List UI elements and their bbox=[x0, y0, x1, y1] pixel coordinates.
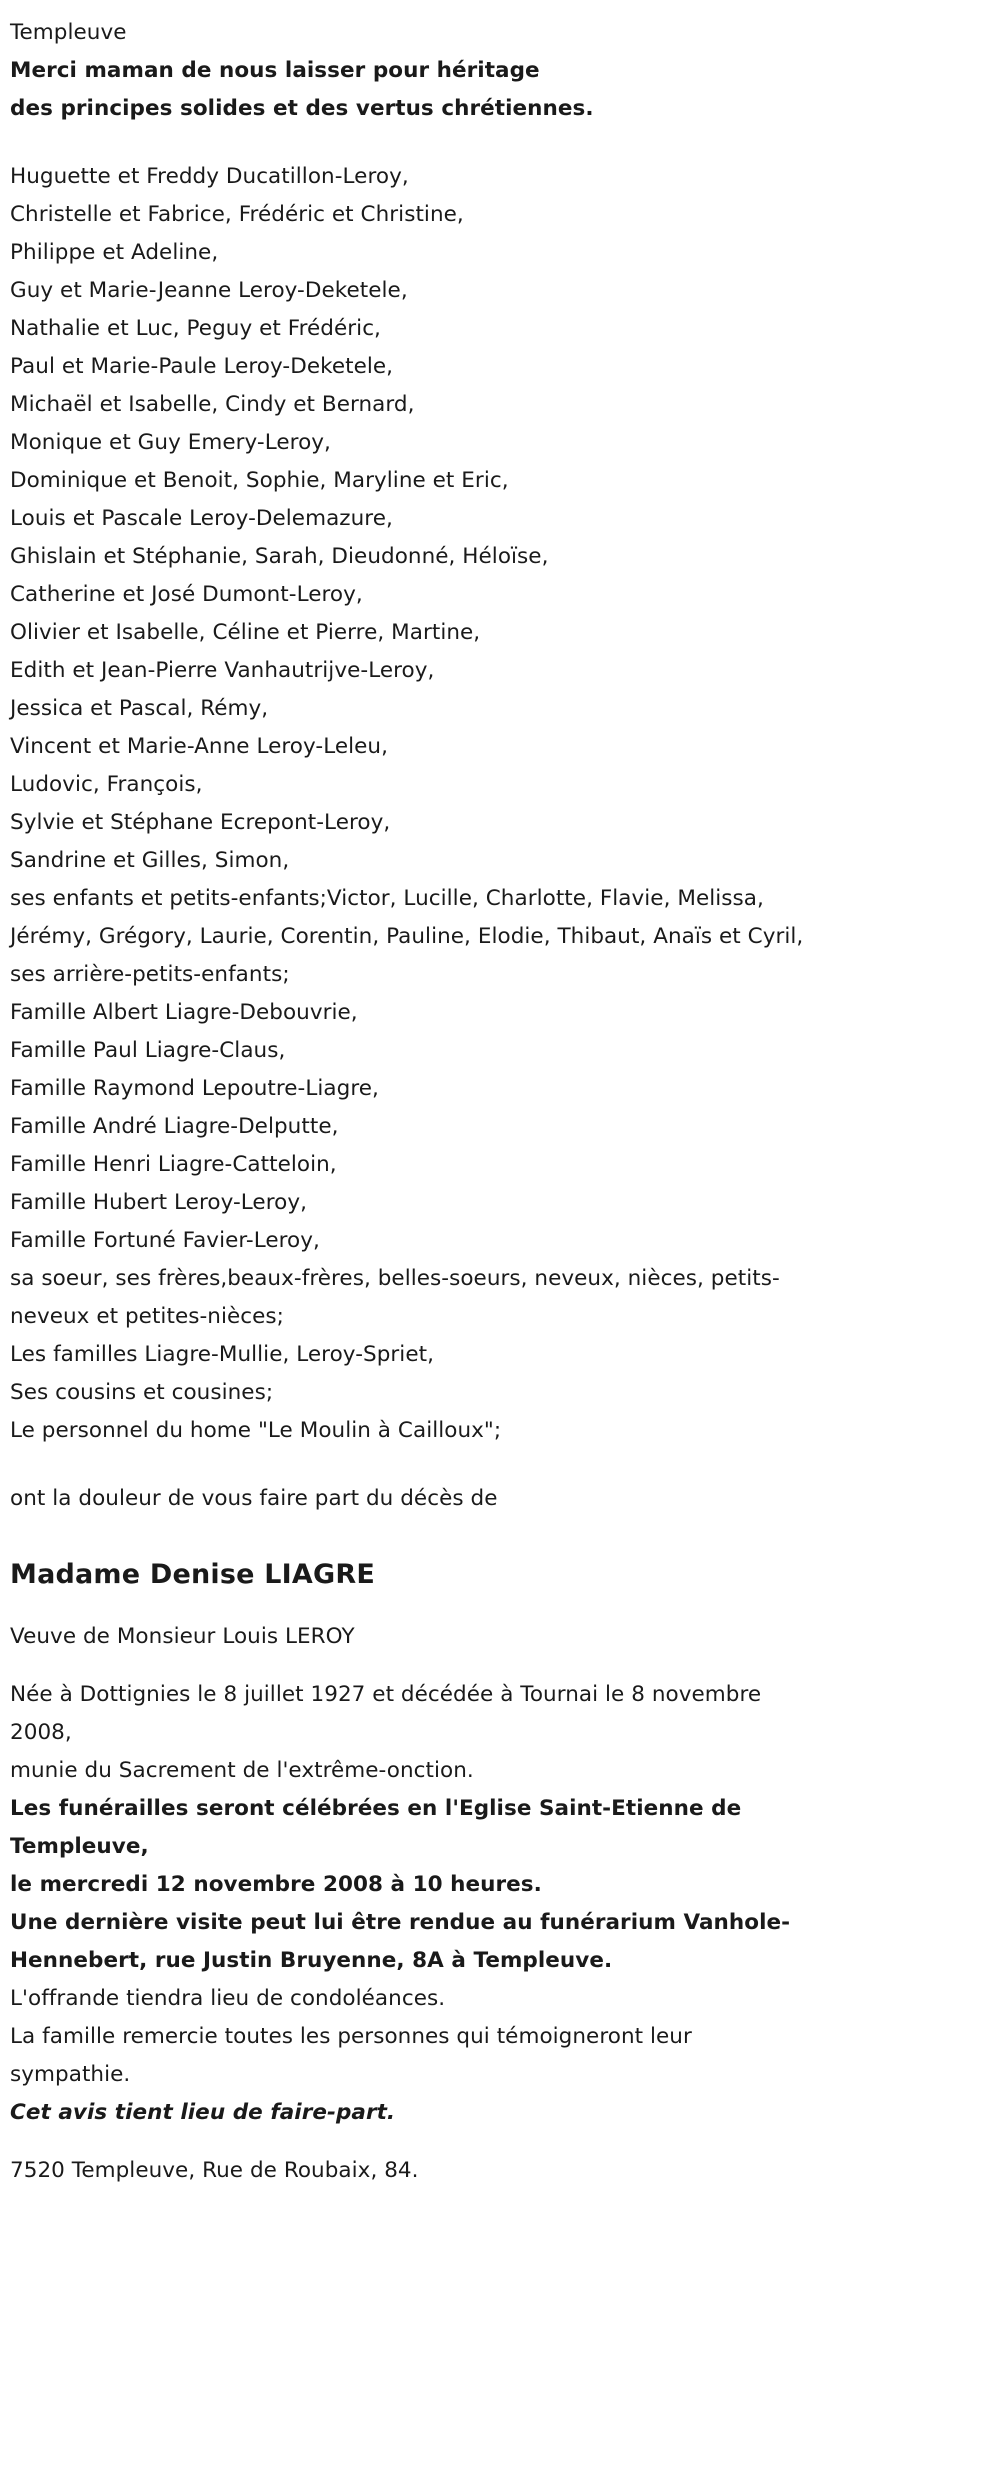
spacer-after-name bbox=[10, 1598, 978, 1618]
family-line: Catherine et José Dumont-Leroy, bbox=[10, 582, 363, 607]
spacer-before-dates bbox=[10, 1656, 978, 1676]
family-line: Famille Henri Liagre-Catteloin, bbox=[10, 1152, 337, 1177]
family-line: Jérémy, Grégory, Laurie, Corentin, Pauline, Elodie, Thibaut, Anaïs et Cyril, bbox=[10, 924, 804, 949]
family-line: Vincent et Marie-Anne Leroy-Leleu, bbox=[10, 734, 388, 759]
family-line: ses enfants et petits-enfants;Victor, Lucille, Charlotte, Flavie, Melissa, bbox=[10, 886, 764, 911]
spacer-after-tribute bbox=[10, 128, 978, 158]
spacer-before-address bbox=[10, 2132, 978, 2152]
family-line: Famille Hubert Leroy-Leroy, bbox=[10, 1190, 307, 1215]
tribute-line-1: Merci maman de nous laisser pour héritage bbox=[10, 58, 540, 83]
family-line: Famille Fortuné Favier-Leroy, bbox=[10, 1228, 320, 1253]
visit-line-2: Hennebert, rue Justin Bruyenne, 8A à Templeuve. bbox=[10, 1948, 613, 1973]
family-line: Ludovic, François, bbox=[10, 772, 203, 797]
notice-note-line: Cet avis tient lieu de faire-part. bbox=[10, 2100, 396, 2125]
family-line: ses arrière-petits-enfants; bbox=[10, 962, 290, 987]
family-line: Guy et Marie-Jeanne Leroy-Deketele, bbox=[10, 278, 408, 303]
thanks-line-2: sympathie. bbox=[10, 2062, 131, 2087]
family-line: Nathalie et Luc, Peguy et Frédéric, bbox=[10, 316, 381, 341]
sacrament-line: munie du Sacrement de l'extrême-onction. bbox=[10, 1758, 474, 1783]
family-line: Les familles Liagre-Mullie, Leroy-Spriet, bbox=[10, 1342, 434, 1367]
offering-line: L'offrande tiendra lieu de condoléances. bbox=[10, 1986, 446, 2011]
funeral-time-line: le mercredi 12 novembre 2008 à 10 heures. bbox=[10, 1872, 542, 1897]
family-line: Le personnel du home "Le Moulin à Cailloux"; bbox=[10, 1418, 502, 1443]
widow-line: Veuve de Monsieur Louis LEROY bbox=[10, 1624, 355, 1649]
tribute-line-2: des principes solides et des vertus chrétiennes. bbox=[10, 96, 594, 121]
family-line: Ses cousins et cousines; bbox=[10, 1380, 274, 1405]
funeral-line-1: Les funérailles seront célébrées en l'Eglise Saint-Etienne de bbox=[10, 1796, 742, 1821]
family-line: Famille Paul Liagre-Claus, bbox=[10, 1038, 286, 1063]
family-line: Monique et Guy Emery-Leroy, bbox=[10, 430, 331, 455]
family-line: Famille Albert Liagre-Debouvrie, bbox=[10, 1000, 358, 1025]
family-line: Paul et Marie-Paule Leroy-Deketele, bbox=[10, 354, 394, 379]
family-line: Edith et Jean-Pierre Vanhautrijve-Leroy, bbox=[10, 658, 435, 683]
family-line: Famille André Liagre-Delputte, bbox=[10, 1114, 339, 1139]
family-line: Famille Raymond Lepoutre-Liagre, bbox=[10, 1076, 379, 1101]
family-line: Jessica et Pascal, Rémy, bbox=[10, 696, 269, 721]
family-line: Christelle et Fabrice, Frédéric et Christine, bbox=[10, 202, 464, 227]
visit-line-1: Une dernière visite peut lui être rendue au funérarium Vanhole- bbox=[10, 1910, 791, 1935]
family-line: Ghislain et Stéphanie, Sarah, Dieudonné, Héloïse, bbox=[10, 544, 549, 569]
family-line: sa soeur, ses frères,beaux-frères, belles-soeurs, neveux, nièces, petits- bbox=[10, 1266, 780, 1291]
deceased-name: Madame Denise LIAGRE bbox=[10, 1559, 376, 1590]
birth-death-line-2: 2008, bbox=[10, 1720, 72, 1745]
funeral-line-2: Templeuve, bbox=[10, 1834, 149, 1859]
address-line: 7520 Templeuve, Rue de Roubaix, 84. bbox=[10, 2158, 419, 2183]
birth-death-line-1: Née à Dottignies le 8 juillet 1927 et décédée à Tournai le 8 novembre bbox=[10, 1682, 762, 1707]
family-line: Huguette et Freddy Ducatillon-Leroy, bbox=[10, 164, 409, 189]
spacer-before-name bbox=[10, 1518, 978, 1552]
family-line: Louis et Pascale Leroy-Delemazure, bbox=[10, 506, 393, 531]
announcement-line: ont la douleur de vous faire part du décès de bbox=[10, 1486, 498, 1511]
locality-line: Templeuve bbox=[10, 20, 127, 45]
family-line: Philippe et Adeline, bbox=[10, 240, 219, 265]
family-line: Olivier et Isabelle, Céline et Pierre, Martine, bbox=[10, 620, 481, 645]
family-line: Michaël et Isabelle, Cindy et Bernard, bbox=[10, 392, 415, 417]
family-line: Dominique et Benoit, Sophie, Maryline et Eric, bbox=[10, 468, 509, 493]
family-line: Sandrine et Gilles, Simon, bbox=[10, 848, 290, 873]
spacer-before-announcement bbox=[10, 1450, 978, 1480]
thanks-line-1: La famille remercie toutes les personnes qui témoigneront leur bbox=[10, 2024, 692, 2049]
family-line: Sylvie et Stéphane Ecrepont-Leroy, bbox=[10, 810, 391, 835]
family-line: neveux et petites-nièces; bbox=[10, 1304, 284, 1329]
